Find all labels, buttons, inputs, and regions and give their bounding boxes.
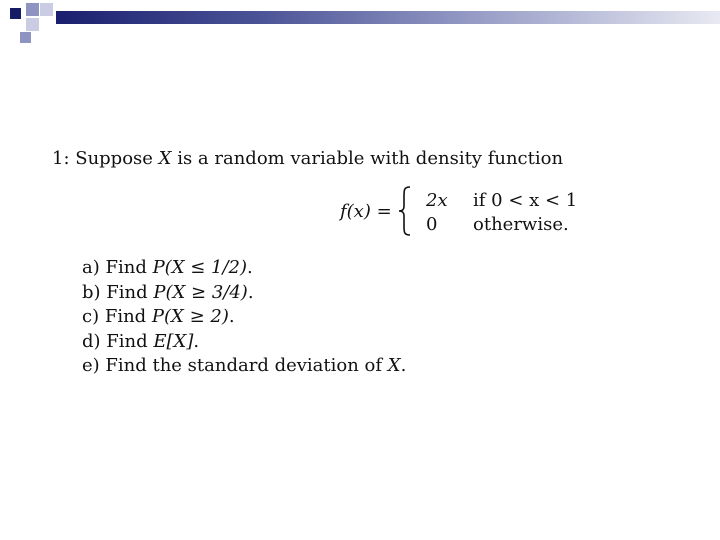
question-end: . — [228, 306, 235, 327]
problem-intro-rest: is a random variable with density function — [171, 148, 564, 169]
question-expression: P(X ≤ 1/2) — [152, 257, 248, 278]
decor-square-mid — [26, 3, 39, 16]
question-list — [82, 256, 406, 379]
problem-intro-text: 1: Suppose — [52, 148, 159, 169]
question-item — [82, 330, 406, 355]
question-label: c) Find — [82, 306, 152, 327]
question-end: . — [193, 330, 200, 352]
question-expression: X — [387, 355, 401, 376]
question-expression: E[X] — [153, 330, 194, 352]
decor-square-dark — [10, 8, 21, 19]
decor-square-mid — [20, 32, 31, 43]
question-expression: P(X ≥ 2) — [151, 306, 229, 327]
problem-variable: X — [158, 148, 172, 169]
question-label: e) Find the standard deviation of — [82, 355, 388, 376]
question-label: b) Find — [82, 281, 154, 303]
decor-square-light — [26, 18, 39, 31]
question-label: d) Find — [82, 330, 154, 352]
question-end: . — [247, 257, 253, 278]
question-item — [82, 354, 406, 379]
question-label: a) Find — [82, 257, 153, 278]
question-item — [82, 256, 406, 281]
header-bar — [56, 11, 720, 24]
problem-statement — [52, 150, 563, 168]
density-case2-value: 0 — [426, 214, 438, 235]
density-case1-value: 2x — [426, 190, 448, 211]
density-case2-condition: otherwise. — [473, 214, 569, 235]
question-expression: P(X ≥ 3/4) — [153, 281, 248, 303]
question-item — [82, 281, 406, 306]
density-case1-condition: if 0 < x < 1 — [473, 190, 578, 211]
density-lhs: f(x) = — [340, 201, 392, 222]
question-end: . — [400, 355, 407, 376]
question-item — [82, 305, 406, 330]
question-end: . — [247, 281, 254, 303]
decor-square-light — [40, 3, 53, 16]
left-brace-icon — [398, 186, 412, 236]
